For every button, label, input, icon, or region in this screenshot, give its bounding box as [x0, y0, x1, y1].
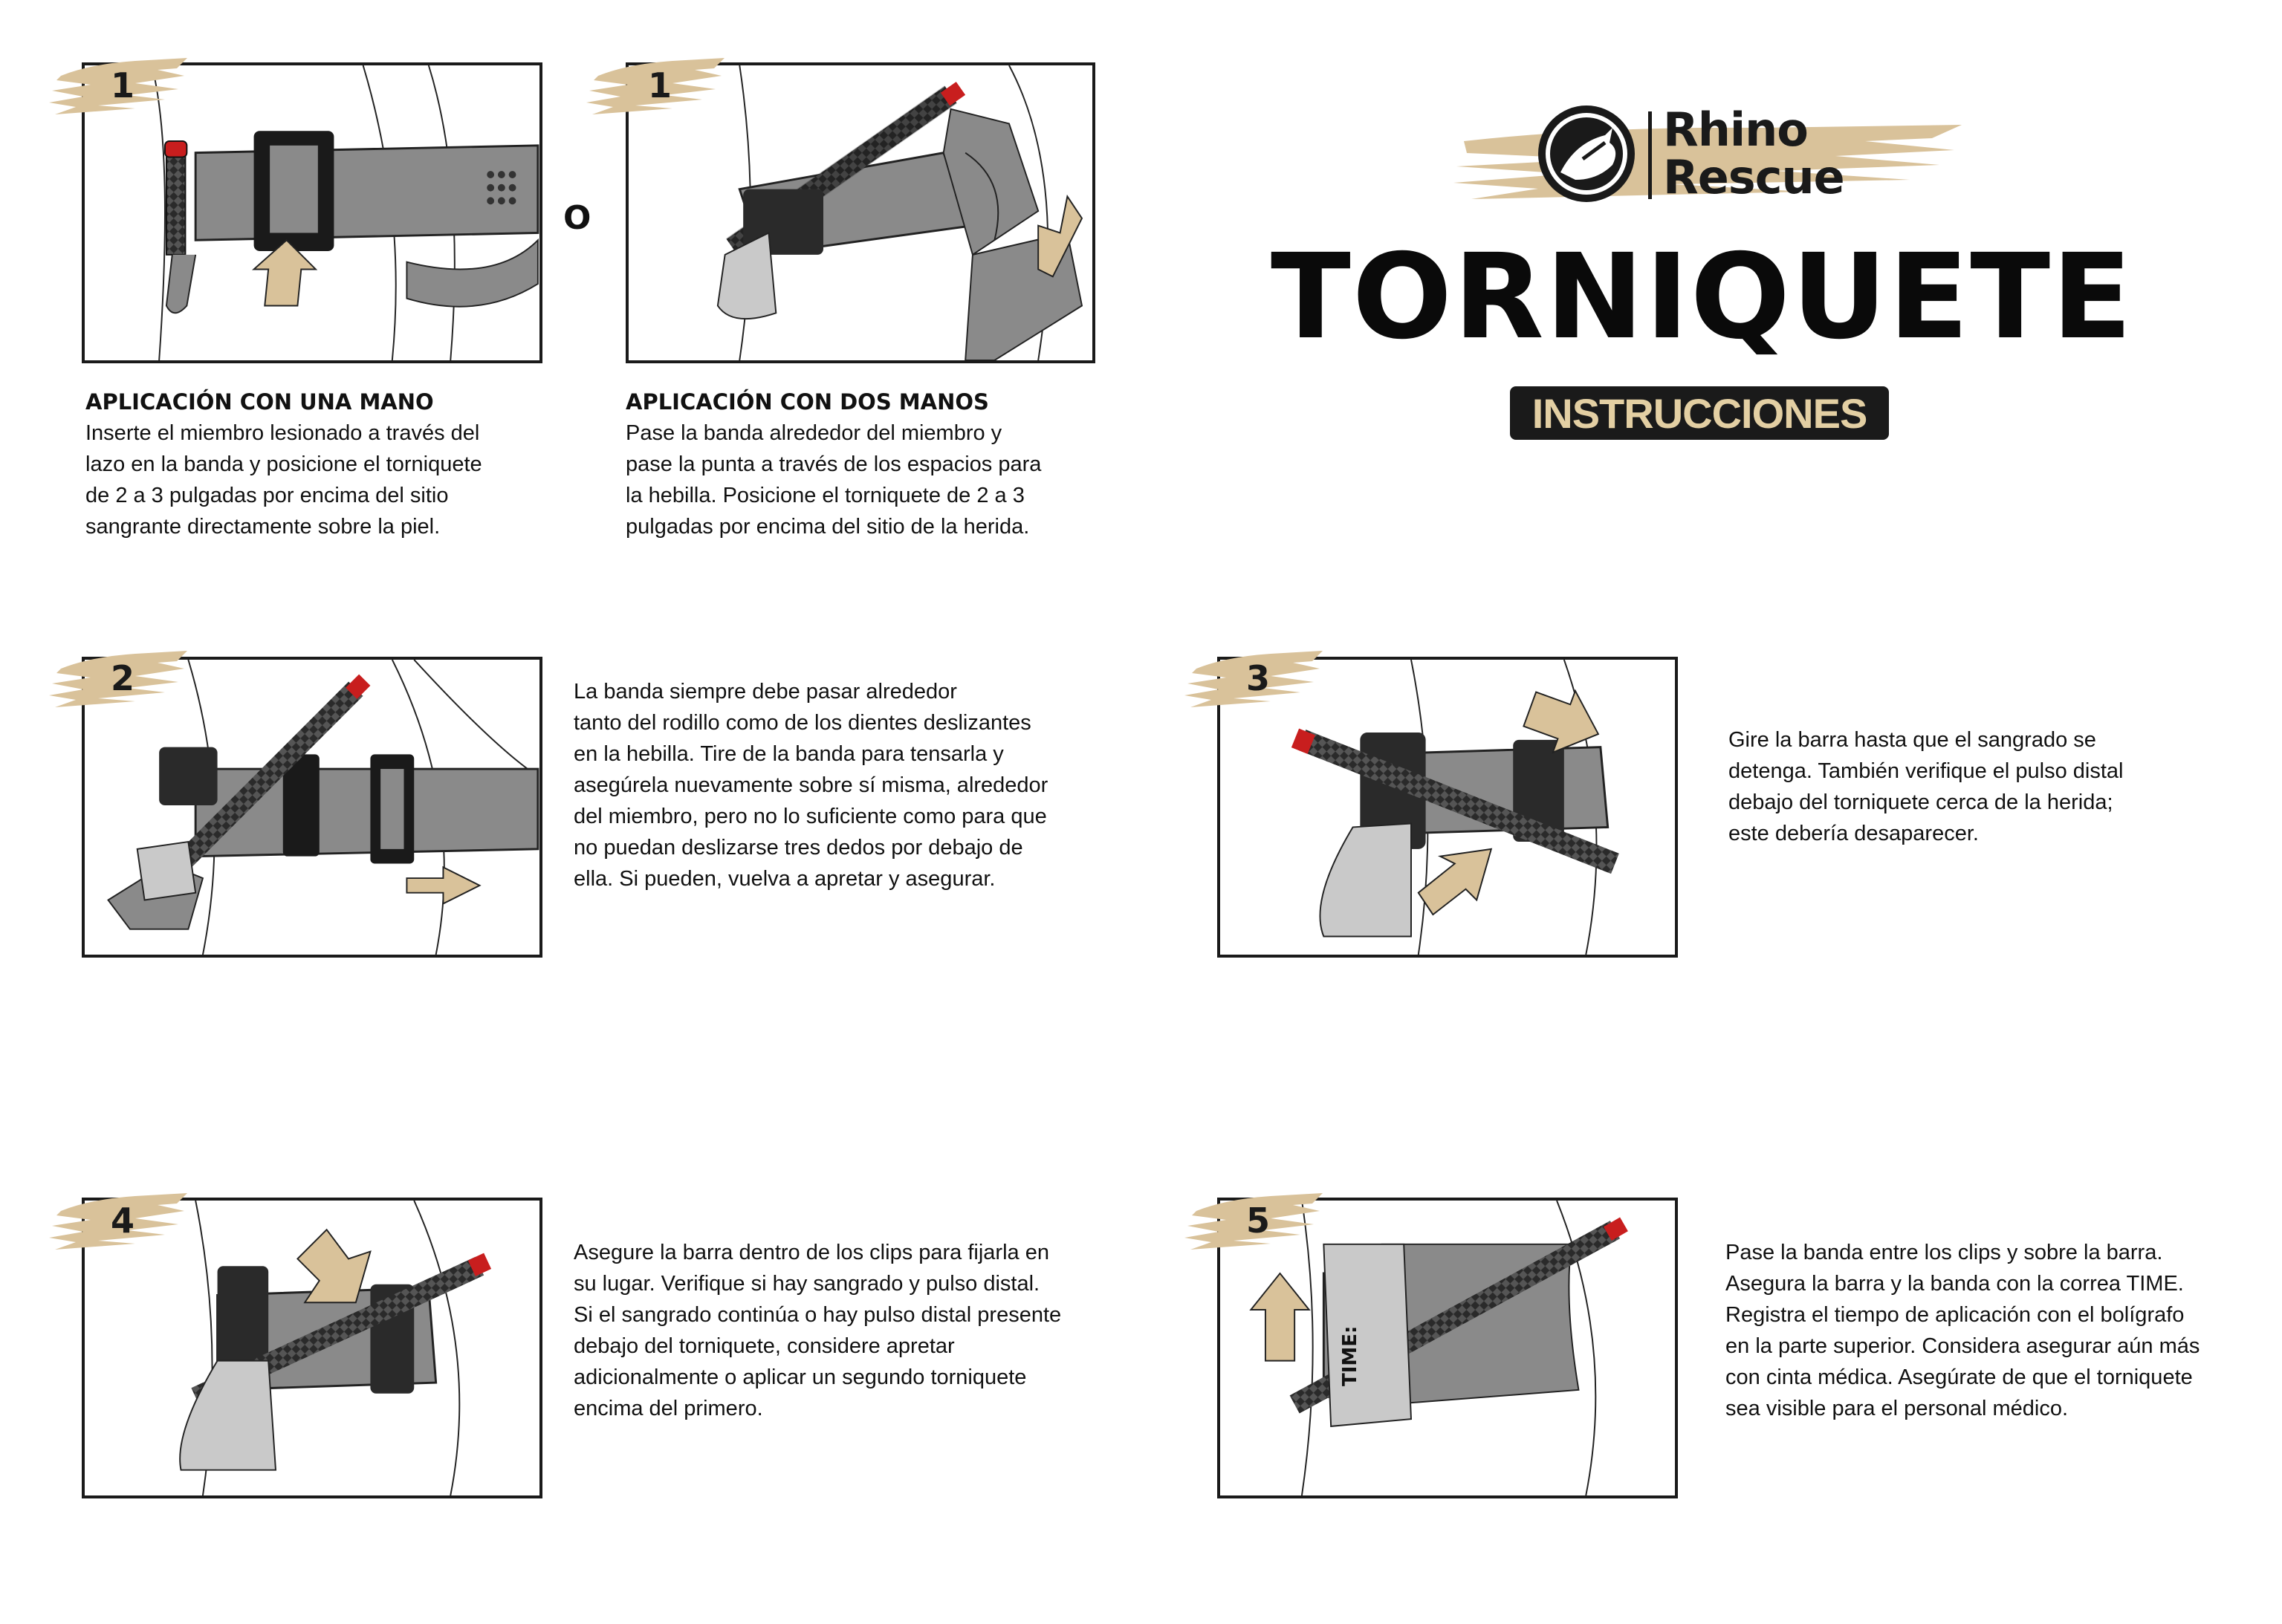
- step-number: 4: [110, 1201, 134, 1241]
- step-number: 3: [1245, 658, 1270, 698]
- or-label: O: [563, 199, 591, 237]
- logo-separator: [1648, 111, 1652, 199]
- step-badge-1b: [583, 53, 729, 117]
- subtitle-text: INSTRUCCIONES: [1531, 389, 1867, 437]
- step-badge-5: [1181, 1189, 1327, 1253]
- brand-name-line2: Rescue: [1663, 150, 1844, 204]
- step-number: 1: [110, 65, 134, 105]
- page-title: TORNIQUETE: [1271, 229, 2134, 366]
- brand-name-line1: Rhino: [1663, 103, 1808, 157]
- step-badge-2: [46, 646, 192, 710]
- step-5-text: Pase la banda entre los clips y sobre la barra. Asegura la barra y la banda con la correa TIME. Registra el tiempo de aplicación con el bolígrafo en la parte superior. Considera asegurar aún más con cinta médica. Asegúrate de que el torniquete sea visible para el personal médico.: [1725, 1241, 2200, 1420]
- step-1b-title: APLICACIÓN CON DOS MANOS: [626, 389, 989, 415]
- step-1b-text: Pase la banda alrededor del miembro y pase la punta a través de los espacios para la hebilla. Posicione el torniquete de 2 a 3 pulgadas por encima del sitio de la herida.: [626, 421, 1042, 539]
- time-label: TIME:: [1339, 1325, 1361, 1386]
- step-4-text: Asegure la barra dentro de los clips para fijarla en su lugar. Verifique si hay sangrado y pulso distal. Si el sangrado continúa o hay pulso distal presente debajo del torniquete, considere apretar adicionalmente o aplicar un segundo torniquete encima del primero.: [574, 1241, 1062, 1420]
- brand-logo: [1449, 97, 1969, 230]
- step-1a-text: Inserte el miembro lesionado a través del lazo en la banda y posicione el torniquete de 2 a 3 pulgadas por encima del sitio sangrante directamente sobre la piel.: [85, 421, 482, 539]
- rhino-icon: [1538, 105, 1635, 202]
- step-badge-1a: [46, 53, 192, 117]
- step-badge-3: [1181, 646, 1327, 710]
- step-number: 1: [647, 65, 672, 105]
- step-3-text: Gire la barra hasta que el sangrado se detenga. También verifique el pulso distal debajo del torniquete cerca de la herida; este debería desaparecer.: [1728, 728, 2124, 845]
- step-number: 5: [1245, 1201, 1270, 1241]
- step-number: 2: [110, 658, 134, 698]
- subtitle-badge: [1510, 386, 1889, 440]
- step-2-text: La banda siempre debe pasar alrededor tanto del rodillo como de los dientes deslizantes en la hebilla. Tire de la banda para tensarla y asegúrela nuevamente sobre sí misma, alrededor del miembro, pero no lo suficiente como para que no puedan deslizarse tres dedos por debajo de ella. Si pueden, vuelva a apretar y asegurar.: [574, 680, 1048, 891]
- step-1a-title: APLICACIÓN CON UNA MANO: [85, 389, 434, 415]
- step-badge-4: [46, 1189, 192, 1253]
